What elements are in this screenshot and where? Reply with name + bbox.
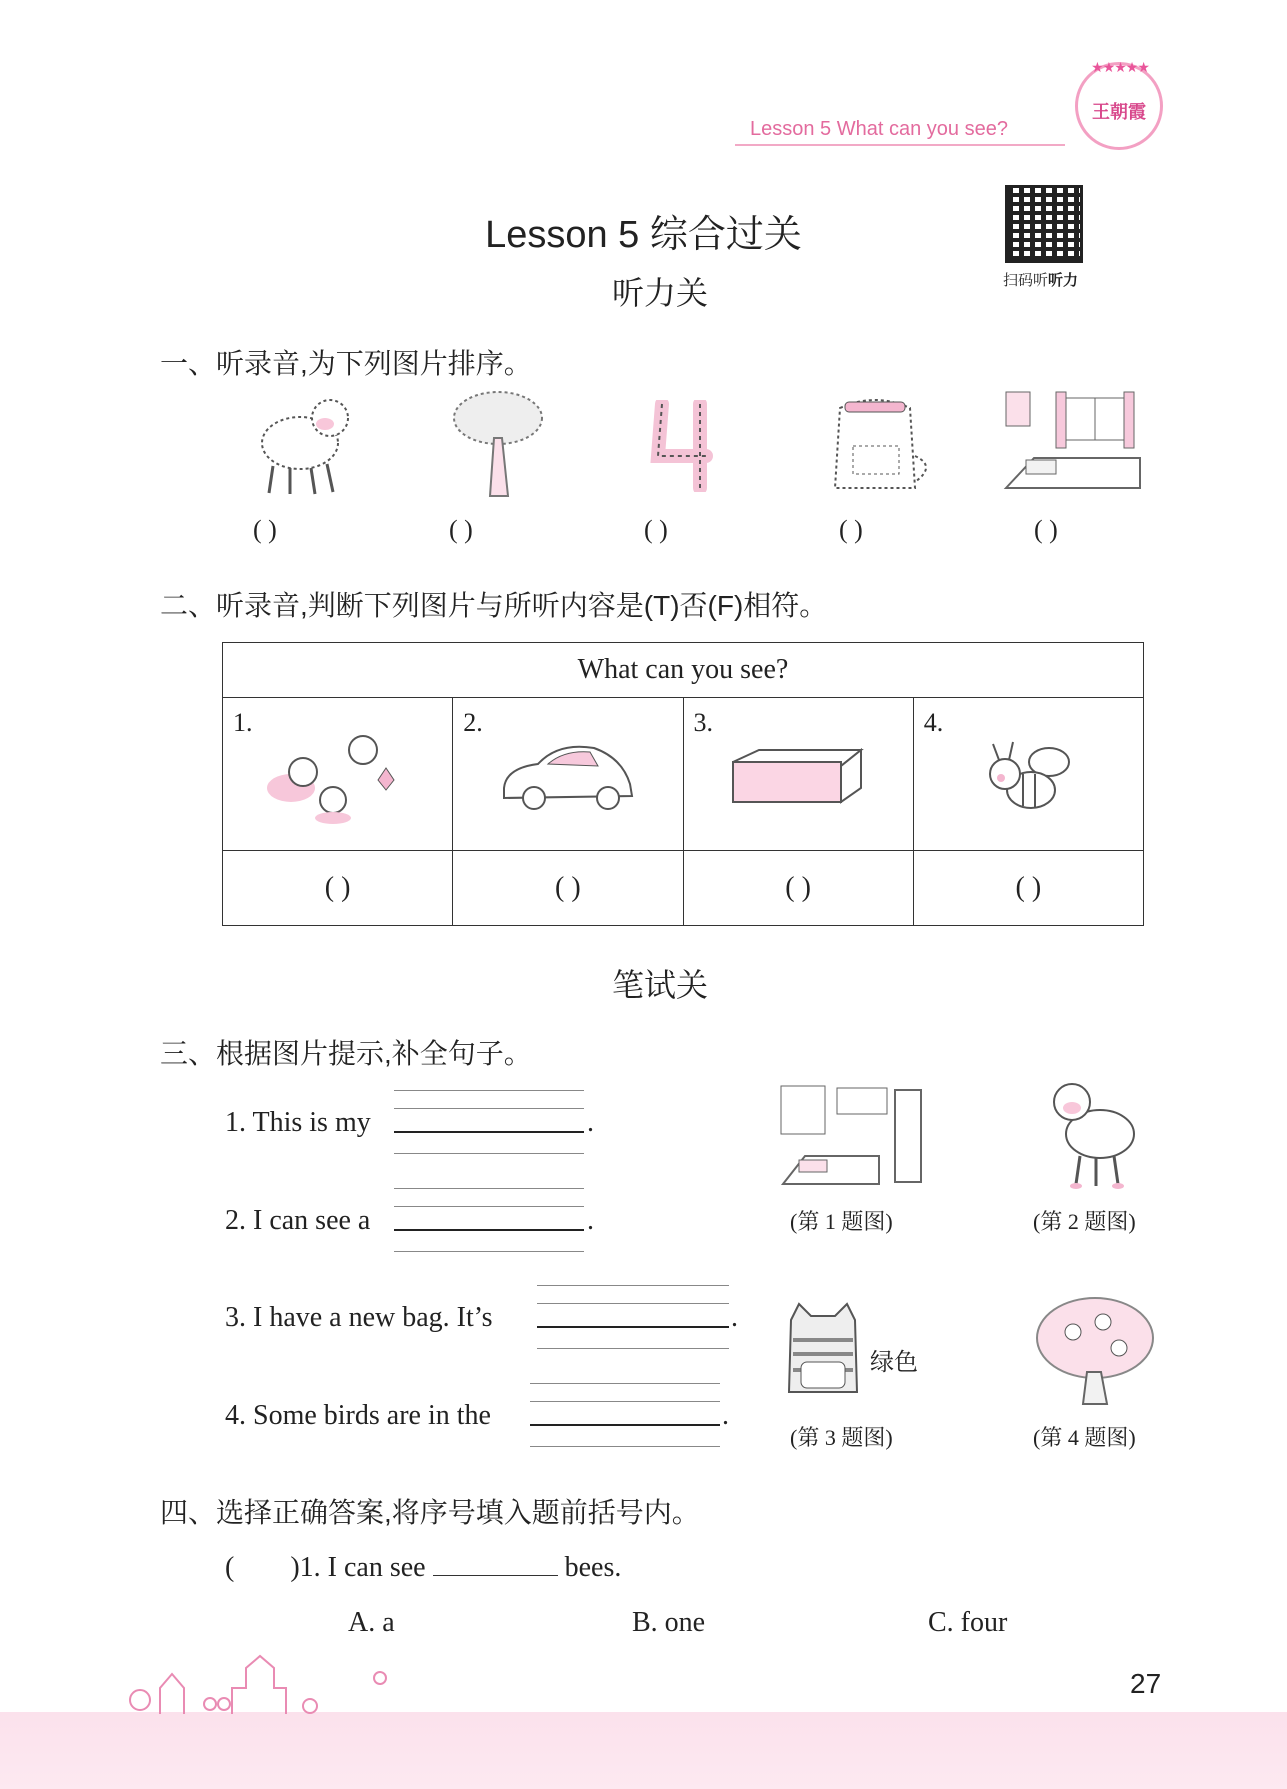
backpack-picture	[815, 396, 940, 496]
header-rule	[735, 144, 1065, 146]
tf-answer-1[interactable]: ( )	[223, 851, 453, 926]
section3-heading: 三、根据图片提示,补全句子。	[160, 1038, 532, 1069]
qr-caption-plain: 扫码听	[1003, 272, 1049, 289]
tf-num-4: 4.	[923, 708, 944, 737]
s1-blank-3[interactable]: ( )	[644, 515, 668, 544]
writing-line-3[interactable]	[537, 1285, 729, 1345]
sentence-4-text: 4. Some birds are in the	[225, 1400, 491, 1431]
tf-answer-3[interactable]: ( )	[683, 851, 913, 926]
qr-caption	[1003, 269, 1078, 290]
tf-num-3: 3.	[693, 708, 713, 737]
s1-blank-1[interactable]: ( )	[253, 515, 277, 544]
option-c[interactable]: C. four	[928, 1607, 1008, 1638]
car-picture	[498, 738, 638, 818]
sheep-hint-picture	[1040, 1072, 1150, 1190]
sentence-1-end: .	[587, 1107, 594, 1138]
sentence-1-text: 1. This is my	[225, 1107, 371, 1138]
question-1-blank[interactable]	[433, 1549, 558, 1576]
logo-text: 王朝霞	[1092, 102, 1146, 122]
section1-heading: 一、听录音,为下列图片排序。	[160, 348, 532, 379]
question-1	[225, 1549, 621, 1584]
writing-line-4[interactable]	[530, 1383, 720, 1443]
sentence-4	[225, 1400, 491, 1432]
color-hint: 绿色	[870, 1350, 918, 1376]
sentence-4-end: .	[722, 1400, 729, 1431]
sentence-3	[225, 1302, 492, 1334]
question-1-stem: 1. I can see	[299, 1552, 426, 1583]
tf-num-2: 2.	[463, 708, 483, 737]
tf-cell-2	[453, 698, 683, 851]
tf-cell-3	[683, 698, 913, 851]
page-title: Lesson 5 综合过关	[485, 214, 802, 256]
number-four-picture	[650, 400, 730, 492]
section4-heading: 四、选择正确答案,将序号填入题前括号内。	[160, 1497, 700, 1528]
sentence-3-end: .	[731, 1302, 738, 1333]
writing-title: 笔试关	[611, 967, 708, 1003]
sentence-2	[225, 1205, 370, 1237]
s1-blank-2[interactable]: ( )	[449, 515, 473, 544]
caption-2: (第 2 题图)	[1033, 1209, 1136, 1234]
bee-picture	[979, 728, 1079, 828]
section2-heading: 二、听录音,判断下列图片与所听内容是(T)否(F)相符。	[160, 590, 828, 621]
listening-title: 听力关	[611, 275, 708, 311]
lesson-header: Lesson 5 What can you see?	[750, 118, 1008, 140]
question-1-bracket[interactable]: ( )	[225, 1552, 300, 1583]
question-1-tail: bees.	[564, 1552, 622, 1583]
caption-3: (第 3 题图)	[790, 1425, 893, 1450]
s1-blank-5[interactable]: ( )	[1034, 515, 1058, 544]
footer-castle-decoration	[120, 1648, 400, 1716]
footer-band	[0, 1712, 1287, 1789]
option-a[interactable]: A. a	[348, 1607, 395, 1638]
sheep-picture	[245, 388, 355, 500]
page-number: 27	[1130, 1668, 1162, 1699]
book-picture	[729, 748, 869, 808]
caption-1: (第 1 题图)	[790, 1209, 893, 1234]
cat-backpack-hint-picture	[783, 1300, 863, 1400]
writing-line-1[interactable]	[394, 1090, 584, 1150]
sentence-1	[225, 1107, 371, 1139]
tf-table-header: What can you see?	[223, 643, 1144, 698]
qr-caption-bold: 听力	[1048, 272, 1079, 289]
tf-table	[222, 642, 1144, 926]
tf-cell-4	[913, 698, 1143, 851]
tf-cell-1	[223, 698, 453, 851]
tree-picture	[448, 388, 548, 498]
sentence-2-end: .	[587, 1205, 594, 1236]
bedroom-hint-picture	[775, 1080, 925, 1190]
qr-code[interactable]	[1005, 185, 1083, 263]
tree-birds-hint-picture	[1033, 1292, 1158, 1407]
sentence-3-text: 3. I have a new bag. It’s	[225, 1302, 493, 1333]
tf-answer-4[interactable]: ( )	[913, 851, 1143, 926]
bedroom-picture	[1000, 388, 1148, 496]
sentence-2-text: 2. I can see a	[225, 1205, 371, 1236]
s1-blank-4[interactable]: ( )	[839, 515, 863, 544]
option-b[interactable]: B. one	[632, 1607, 706, 1638]
writing-line-2[interactable]	[394, 1188, 584, 1248]
logo-stars: ★★★★★	[1091, 61, 1149, 76]
cats-picture	[263, 720, 403, 830]
tf-num-1: 1.	[233, 708, 253, 737]
tf-answer-2[interactable]: ( )	[453, 851, 683, 926]
caption-4: (第 4 题图)	[1033, 1425, 1136, 1450]
